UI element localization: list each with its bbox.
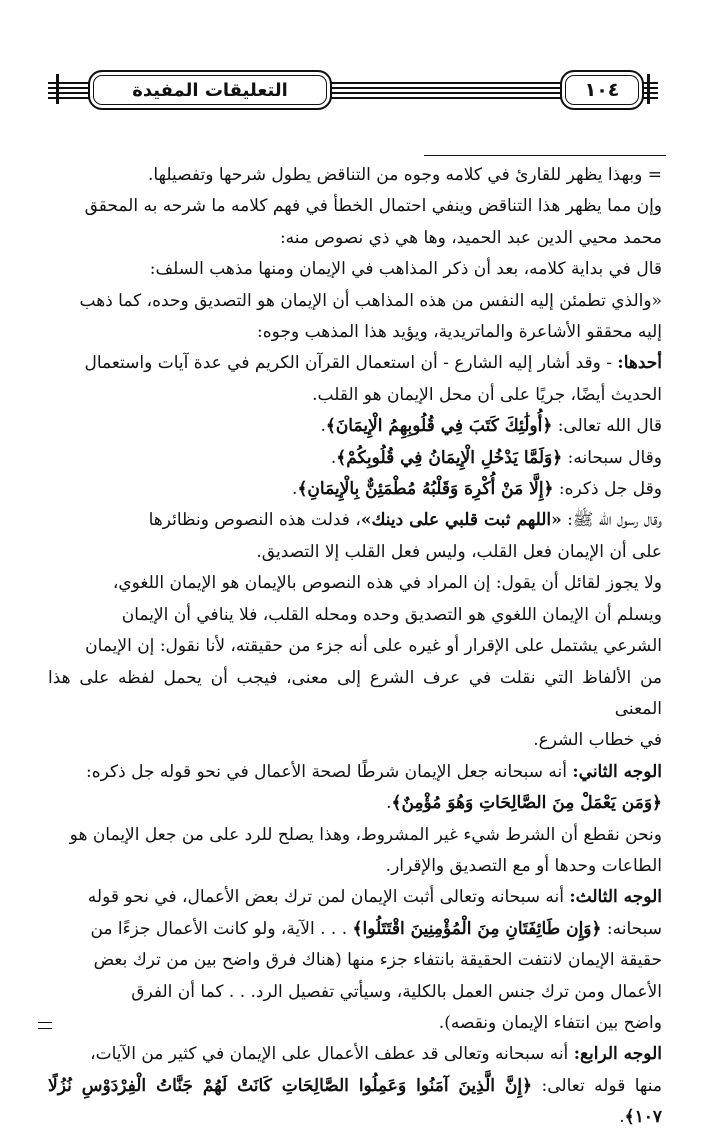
bold-text: «اللهم ثبت قلبي على دينك»: [360, 510, 562, 531]
text-line: [48, 600, 662, 631]
line-text: أنه سبحانه وتعالى قد عطف الأعمال على الإيمان في كثير من الآيات،: [90, 1044, 574, 1065]
line-text: .: [320, 416, 326, 437]
line-prefix: وقال سبحانه:: [562, 447, 662, 468]
bold-text: ﴿أُولَٰئِكَ كَتَبَ فِي قُلُوبِهِمُ الْإِيمَانَ﴾: [325, 416, 553, 437]
text-line: [48, 474, 662, 505]
line-prefix: سبحانه:: [601, 918, 662, 939]
line-text: الأعمال ومن ترك جنس العمل بالكلية، وسيأتي تفصيل الرد. . . كما أن الفرق: [131, 981, 662, 1002]
line-text: من الألفاظ التي نقلت في عرف الشرع إلى معنى، فيجب أن يحمل لفظه على هذا المعنى: [48, 667, 662, 719]
line-prefix: وقل جل ذكره:: [553, 479, 662, 500]
line-text: إليه محققو الأشاعرة والماتريدية، ويؤيد هذا المذهب وجوه:: [257, 322, 662, 343]
book-title: التعليقات المفيدة: [132, 79, 288, 101]
text-line: [48, 443, 662, 474]
text-line: [48, 411, 662, 442]
text-line: [48, 1039, 662, 1070]
line-text: الحديث أيضًا، جريًا على أن محل الإيمان هو القلب.: [312, 384, 662, 405]
text-line: [48, 1008, 662, 1039]
text-line: [48, 788, 662, 819]
bold-text: أحدها:: [617, 353, 662, 374]
text-line: [48, 317, 662, 348]
line-text: .: [619, 1107, 625, 1128]
line-text: «والذي تطمئن إليه النفس من هذه المذاهب أن الإيمان هو التصديق وحده، كما ذهب: [79, 290, 662, 311]
line-text: حقيقة الإيمان لانتفت الحقيقة بانتفاء جزء منها (هناك فرق واضح بين من ترك بعض: [93, 950, 662, 971]
line-text: قال في بداية كلامه، بعد أن ذكر المذاهب في الإيمان ومنها مذهب السلف:: [149, 259, 662, 280]
book-title-cartouche: [88, 70, 332, 110]
line-text: - وقد أشار إليه الشارع - أن استعمال القرآن الكريم في عدة آيات واستعمال: [84, 353, 618, 374]
body-text: [48, 160, 662, 1134]
text-line: [48, 160, 662, 191]
line-text: الشرعي يشتمل على الإقرار أو غيره على أنه جزء من حقيقته، لأنا نقول: إن الإيمان: [85, 636, 662, 657]
line-prefix: وقال رسول الله ﷺ:: [561, 510, 662, 531]
text-line: [48, 945, 662, 976]
text-line: [48, 223, 662, 254]
line-prefix: قال الله تعالى:: [552, 416, 662, 437]
line-text: .: [292, 479, 298, 500]
text-line: [48, 757, 662, 788]
line-text: في خطاب الشرع.: [533, 730, 662, 751]
text-line: [48, 1071, 662, 1134]
header-end-bar: [56, 74, 59, 104]
text-line: [48, 851, 662, 882]
text-line: [48, 380, 662, 411]
line-text: محمد محيي الدين عبد الحميد، وها هي ذي نصوص منه:: [279, 227, 662, 248]
line-text: ونحن نقطع أن الشرط شيء غير المشروط، وهذا يصلح للرد على من جعل الإيمان هو: [69, 824, 662, 845]
header-end-bar: [647, 74, 650, 104]
bold-text: الوجه الرابع:: [573, 1044, 662, 1065]
line-text: أنه سبحانه وتعالى أثبت الإيمان لمن ترك بعض الأعمال، في نحو قوله: [87, 887, 570, 908]
line-text: أنه سبحانه جعل الإيمان شرطًا لصحة الأعمال في نحو قوله جل ذكره:: [86, 761, 573, 782]
text-line: [48, 820, 662, 851]
text-line: [48, 568, 662, 599]
text-line: [48, 254, 662, 285]
line-text: ولا يجوز لقائل أن يقول: إن المراد في هذه النصوص بالإيمان هو الإيمان اللغوي،: [112, 573, 662, 594]
bold-text: الوجه الثالث:: [569, 887, 662, 908]
text-line: [48, 663, 662, 726]
bold-text: الوجه الثاني:: [572, 761, 662, 782]
text-line: [48, 348, 662, 379]
text-line: [48, 537, 662, 568]
running-header: [48, 68, 658, 116]
bold-text: ﴿وَمَن يَعْمَلْ مِنَ الصَّالِحَاتِ وَهُوَ مُؤْمِنٌ﴾: [391, 793, 662, 814]
line-text: ، فدلت هذه النصوص ونظائرها: [148, 510, 361, 531]
page-number-cartouche: [560, 70, 644, 110]
bold-text: ﴿وَإِن طَائِفَتَانِ مِنَ الْمُؤْمِنِينَ اقْتَتَلُوا﴾: [352, 918, 602, 939]
text-line: [48, 914, 662, 945]
line-text: . . . الآية، ولو كانت الأعمال جزءًا من: [90, 918, 353, 939]
bold-text: ﴿إِنَّ الَّذِينَ آمَنُوا وَعَمِلُوا الصَّالِحَاتِ كَانَتْ لَهُمْ جَنَّاتُ الْفِرْدَوْسِ نُزُلًا ١٠٧﴾: [48, 1075, 662, 1128]
text-line: [48, 286, 662, 317]
footnote-continuation-rule: [424, 155, 666, 156]
margin-mark: [38, 1022, 52, 1029]
page-number: ١٠٤: [584, 79, 620, 101]
line-text: الطاعات وحدها أو مع التصديق والإقرار.: [385, 855, 662, 876]
text-line: [48, 505, 662, 536]
line-prefix: منها قوله تعالى:: [532, 1075, 662, 1096]
line-text: .: [386, 793, 392, 814]
text-line: [48, 882, 662, 913]
bold-text: ﴿إِلَّا مَنْ أُكْرِهَ وَقَلْبُهُ مُطْمَئِنٌّ بِالْإِيمَانِ﴾: [297, 479, 554, 500]
line-text: على أن الإيمان فعل القلب، وليس فعل القلب إلا التصديق.: [256, 541, 662, 562]
line-text: .: [330, 447, 337, 468]
text-line: [48, 631, 662, 662]
text-line: [48, 977, 662, 1008]
line-text: = وبهذا يظهر للقارئ في كلامه وجوه من التناقض يطول شرحها وتفصيلها.: [147, 165, 662, 185]
text-line: [48, 725, 662, 756]
line-text: واضح بين انتفاء الإيمان ونقصه).: [438, 1012, 662, 1033]
line-text: وإن مما يظهر هذا التناقض وينفي احتمال الخطأ في فهم كلامه ما شرحه به المحقق: [84, 196, 662, 217]
text-line: [48, 191, 662, 222]
line-text: ويسلم أن الإيمان اللغوي هو التصديق وحده ومحله القلب، فلا ينافي أن الإيمان: [121, 604, 662, 625]
bold-text: ﴿وَلَمَّا يَدْخُلِ الْإِيمَانُ فِي قُلُوبِكُمْ﴾: [336, 447, 563, 468]
